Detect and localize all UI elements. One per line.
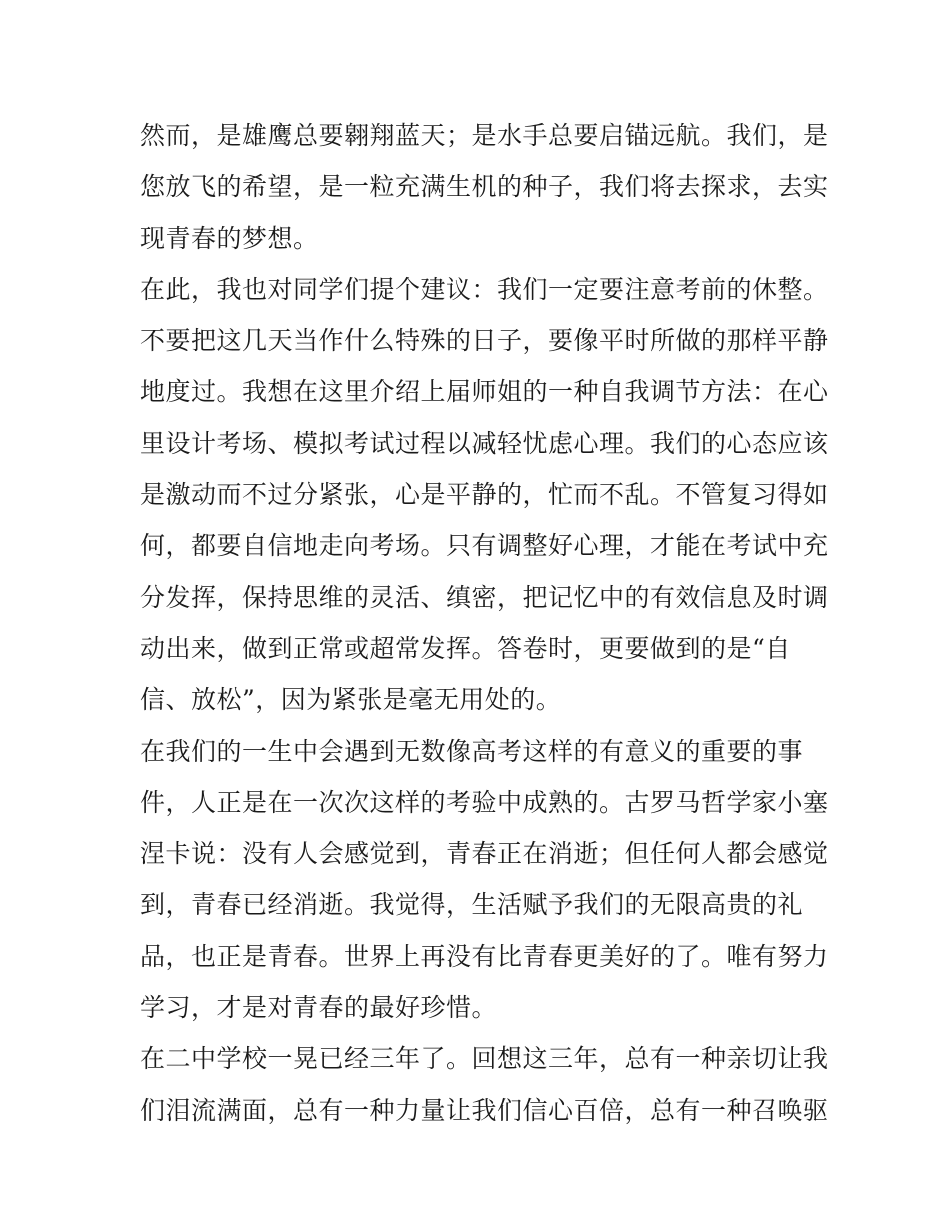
text-line: 信、放松”，因为紧张是毫无用处的。 — [140, 685, 562, 715]
text-line: 学习，才是对青春的最好珍惜。 — [140, 993, 498, 1023]
text-line: 在此，我也对同学们提个建议：我们一定要注意考前的休整。 — [140, 274, 829, 304]
text-line: 到，青春已经消逝。我觉得，生活赋予我们的无限高贵的礼 — [140, 890, 804, 920]
body-text — [140, 110, 829, 1136]
text-line: 是激动而不过分紧张，心是平静的，忙而不乱。不管复习得如 — [140, 480, 829, 510]
text-line: 地度过。我想在这里介绍上届师姐的一种自我调节方法：在心 — [140, 377, 829, 407]
text-line: 何，都要自信地走向考场。只有调整好心理，才能在考试中充 — [140, 531, 829, 561]
text-line: 品，也正是青春。世界上再没有比青春更美好的了。唯有努力 — [140, 941, 829, 971]
text-line: 分发挥，保持思维的灵活、缜密，把记忆中的有效信息及时调 — [140, 582, 829, 612]
text-line: 不要把这几天当作什么特殊的日子，要像平时所做的那样平静 — [140, 326, 829, 356]
text-line: 们泪流满面，总有一种力量让我们信心百倍，总有一种召唤驱 — [140, 1095, 829, 1125]
text-line: 里设计考场、模拟考试过程以减轻忧虑心理。我们的心态应该 — [140, 428, 829, 458]
text-line: 涅卡说：没有人会感觉到，青春正在消逝；但任何人都会感觉 — [140, 839, 829, 869]
text-line: 件，人正是在一次次这样的考验中成熟的。古罗马哲学家小塞 — [140, 787, 829, 817]
text-line: 您放飞的希望，是一粒充满生机的种子，我们将去探求，去实 — [140, 172, 829, 202]
text-line: 现青春的梦想。 — [140, 223, 319, 253]
text-line: 在我们的一生中会遇到无数像高考这样的有意义的重要的事 — [140, 736, 804, 766]
text-line: 动出来，做到正常或超常发挥。答卷时，更要做到的是“自 — [140, 633, 791, 663]
text-line: 然而，是雄鹰总要翱翔蓝天；是水手总要启锚远航。我们，是 — [140, 121, 829, 150]
text-line: 在二中学校一晃已经三年了。回想这三年，总有一种亲切让我 — [140, 1044, 829, 1074]
